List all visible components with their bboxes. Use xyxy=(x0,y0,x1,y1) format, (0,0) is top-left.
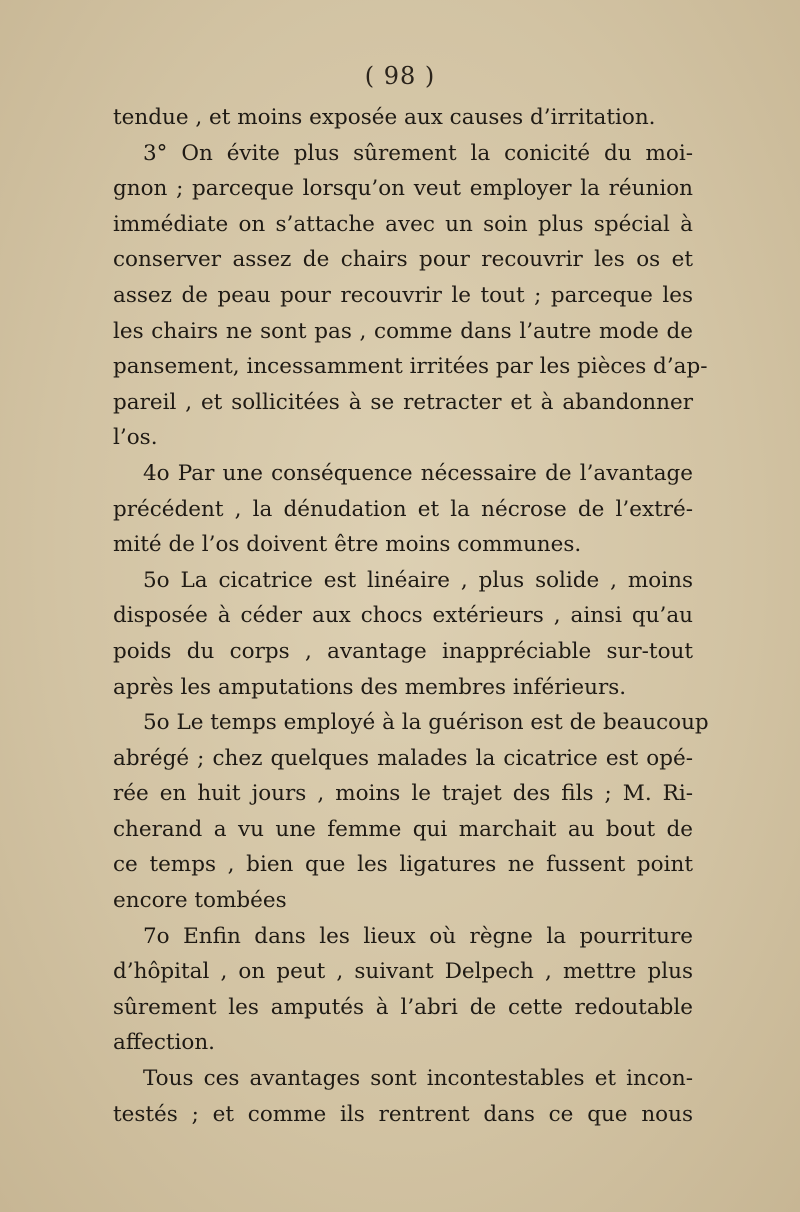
text-line: affection. xyxy=(113,1030,215,1056)
body-text xyxy=(113,100,709,1132)
paragraph-4 xyxy=(113,456,693,563)
text-line: tendue , et moins exposée aux causes d’irritation. xyxy=(113,105,656,130)
text-line: cherand a vu une femme qui marchait au bout de xyxy=(113,816,693,842)
text-line: l’os. xyxy=(113,425,158,451)
text-line: pareil , et sollicitées à se retracter et à abandonner xyxy=(113,389,693,415)
text-line: immédiate on s’attache avec un soin plus spécial à xyxy=(113,211,693,237)
text-line: conserver assez de chairs pour recouvrir les os et xyxy=(113,247,693,273)
text-line: d’hôpital , on peut , suivant Delpech , mettre plus xyxy=(113,959,693,985)
paragraph-5a xyxy=(113,563,693,705)
text-line: assez de peau pour recouvrir le tout ; parceque les xyxy=(113,282,693,308)
text-line: sûrement les amputés à l’abri de cette redoutable xyxy=(113,994,693,1020)
text-line: 5o La cicatrice est linéaire , plus solide , moins xyxy=(143,567,693,593)
page-number: ( 98 ) xyxy=(364,62,436,90)
text-line: disposée à céder aux chocs extérieurs , ainsi qu’au xyxy=(113,603,693,629)
text-line: mité de l’os doivent être moins communes. xyxy=(113,532,582,558)
paragraph-7 xyxy=(113,919,693,1061)
text-line: 5o Le temps employé à la guérison est de beaucoup xyxy=(143,710,709,736)
text-line: 4o Par une conséquence nécessaire de l’avantage xyxy=(143,460,693,486)
text-line: précédent , la dénudation et la nécrose de l’extré- xyxy=(113,496,693,522)
text-line: gnon ; parceque lorsqu’on veut employer la réunion xyxy=(113,176,693,202)
text-line: abrégé ; chez quelques malades la cicatrice est opé- xyxy=(113,745,693,771)
text-line: 3° On évite plus sûrement la conicité du moi- xyxy=(143,140,693,166)
paragraph-continuation xyxy=(113,100,693,136)
text-line: encore tombées xyxy=(113,888,287,914)
paragraph-tous xyxy=(113,1061,693,1132)
text-line: testés ; et comme ils rentrent dans ce que nous xyxy=(113,1101,693,1127)
text-line: les chairs ne sont pas , comme dans l’autre mode de xyxy=(113,318,693,344)
text-line: Tous ces avantages sont incontestables et incon- xyxy=(143,1066,693,1092)
text-line: après les amputations des membres inférieurs. xyxy=(113,674,627,700)
text-line: 7o Enfin dans les lieux où règne la pourriture xyxy=(143,923,693,949)
paragraph-3 xyxy=(113,136,708,456)
text-line: ce temps , bien que les ligatures ne fussent point xyxy=(113,852,693,878)
text-line: pansement, incessamment irritées par les pièces d’ap- xyxy=(113,354,708,380)
text-line: rée en huit jours , moins le trajet des fils ; M. Ri- xyxy=(113,781,693,807)
paragraph-5b xyxy=(113,705,709,919)
text-line: poids du corps , avantage inappréciable sur-tout xyxy=(113,638,693,664)
